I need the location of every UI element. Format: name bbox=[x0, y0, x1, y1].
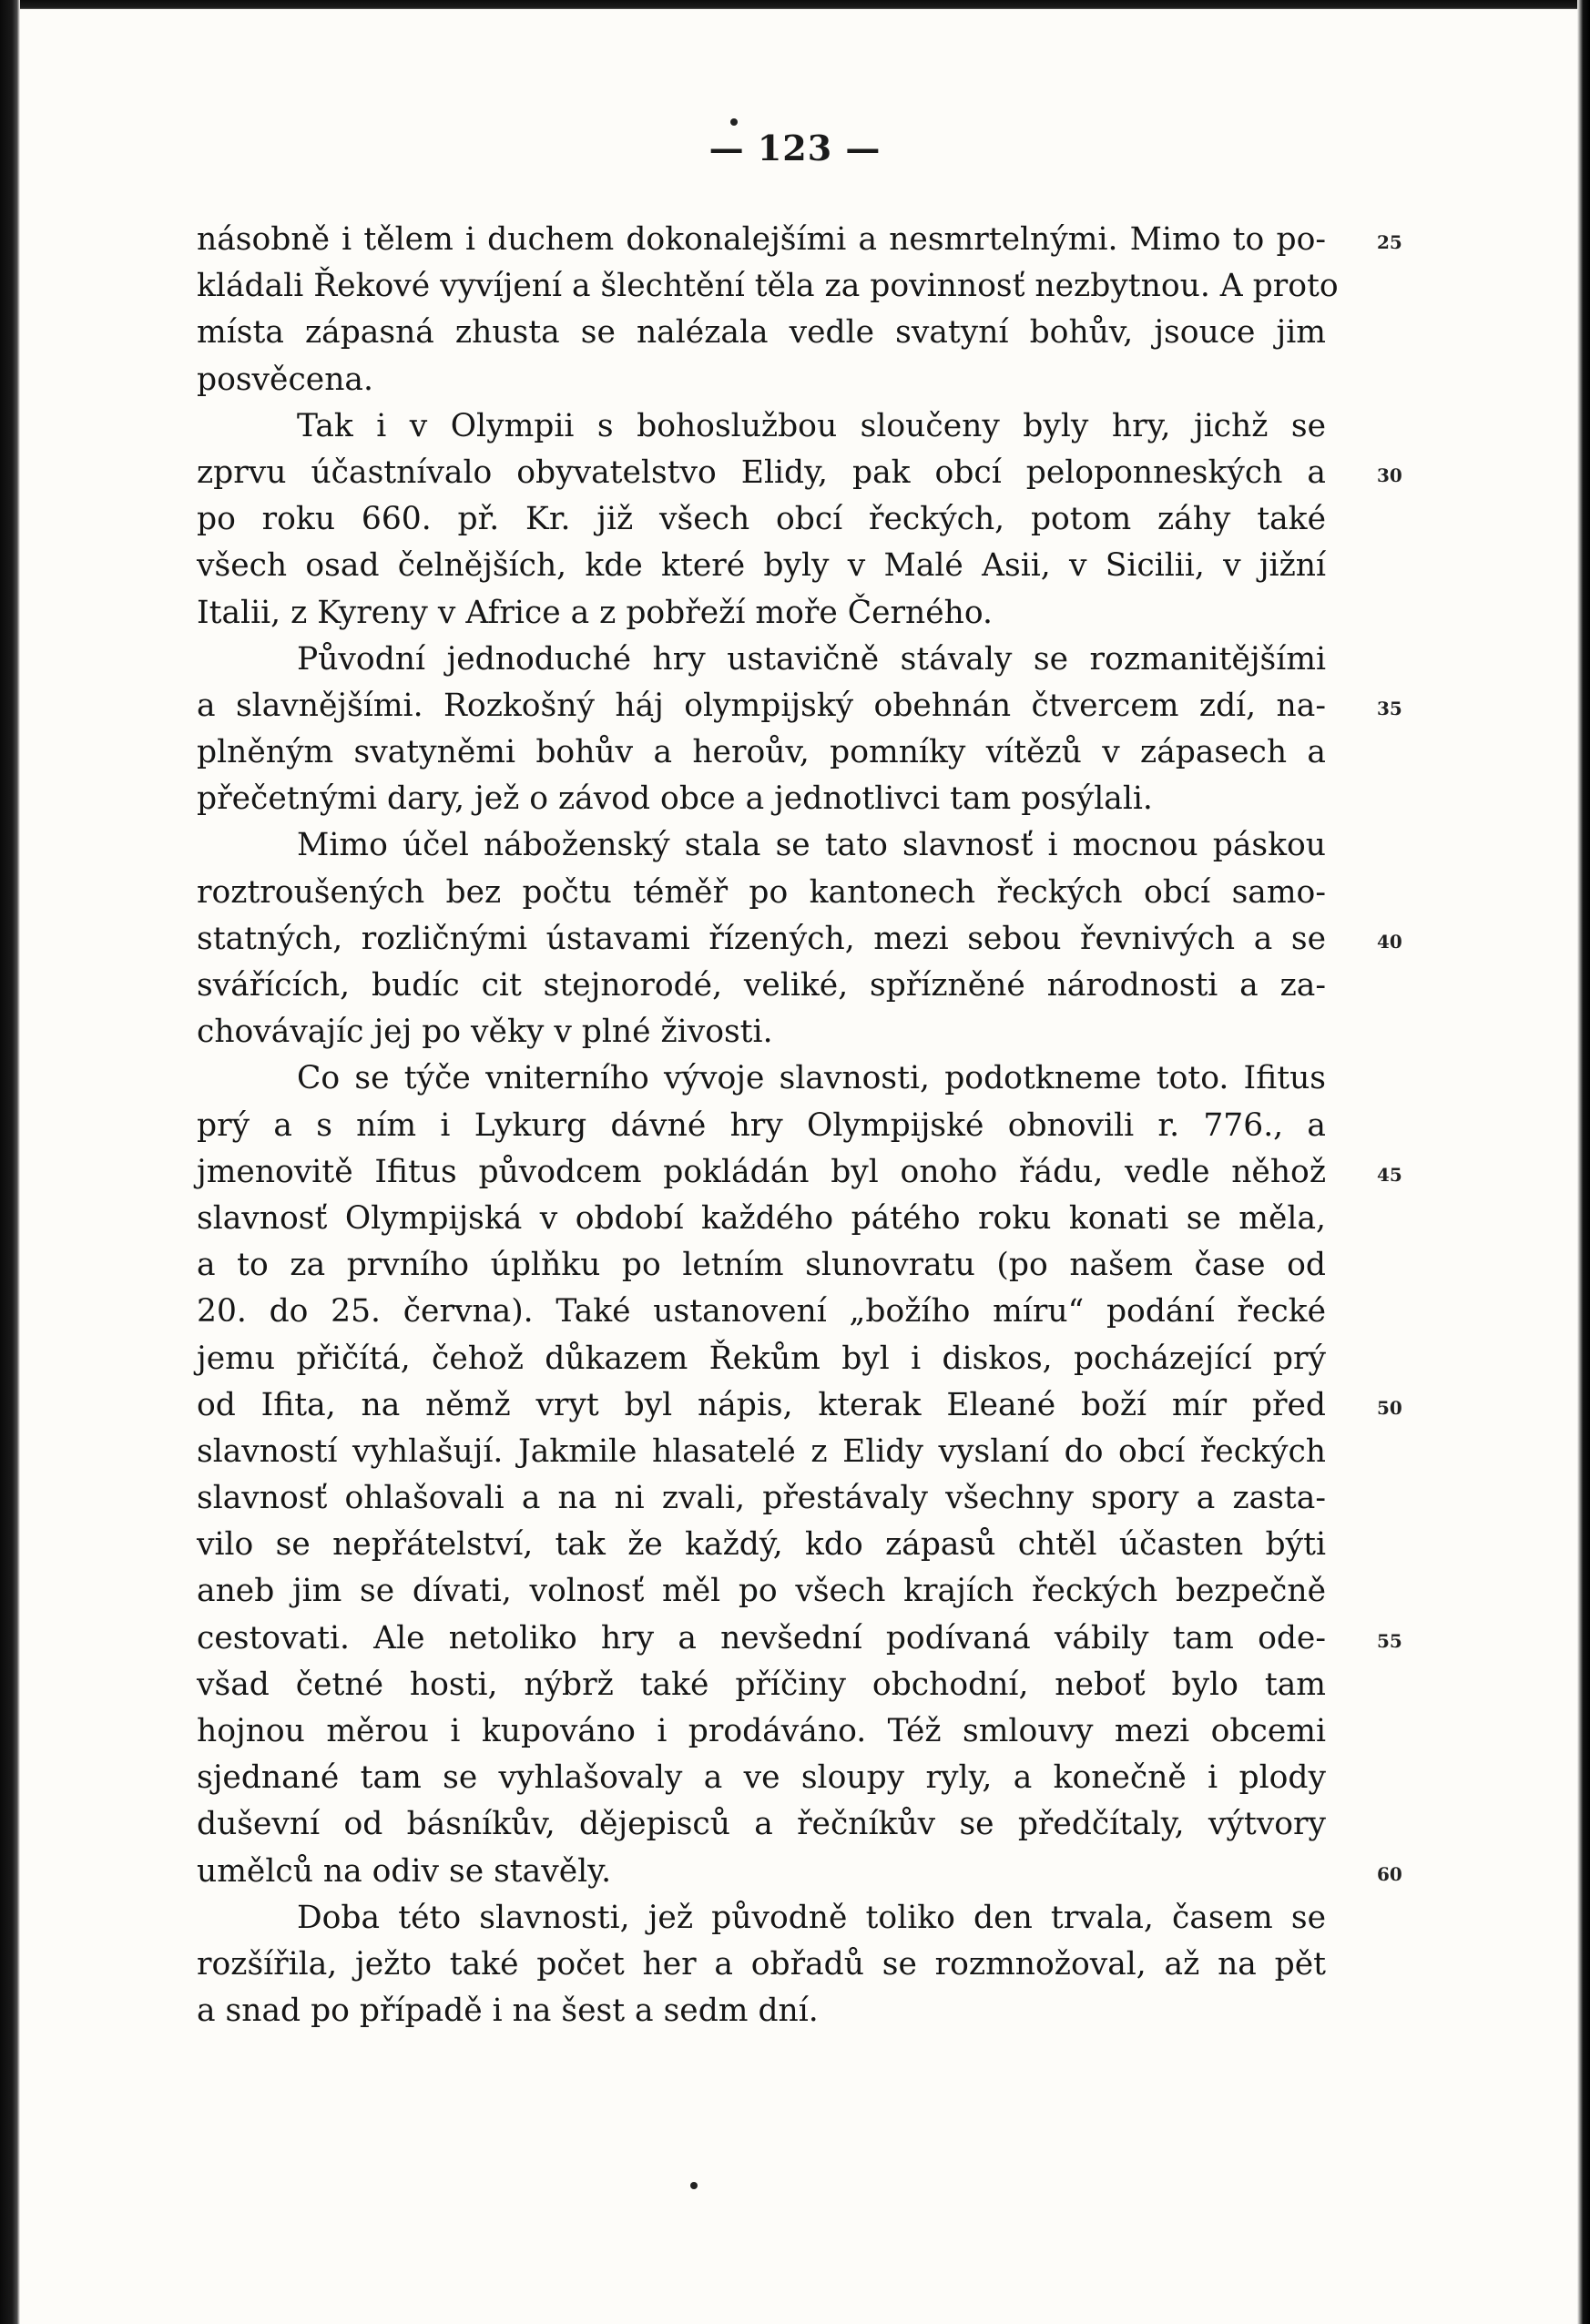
text-line: statných, rozličnými ústavami řízených, mezi sebou řevnivých a se bbox=[197, 920, 1326, 957]
text-line: Mimo účel náboženský stala se tato slavnosť i mocnou páskou bbox=[297, 827, 1326, 864]
ink-speck bbox=[730, 118, 738, 126]
paragraph bbox=[197, 822, 1326, 1055]
text-line: zprvu účastnívalo obyvatelstvo Elidy, pak obcí peloponneských a bbox=[197, 454, 1326, 491]
text-line: slavnosť ohlašovali a na ni zvali, přestávaly všechny spory a zasta- bbox=[197, 1480, 1326, 1517]
text-line: svářících, budíc cit stejnorodé, veliké, spřízněné národnosti a za- bbox=[197, 967, 1326, 1004]
ink-speck bbox=[690, 2182, 698, 2189]
text-line: rozšířila, ježto také počet her a obřadů se rozmnožoval, až na pět bbox=[197, 1945, 1326, 1983]
text-line: 20. do 25. června). Také ustanovení „božího míru“ podání řecké bbox=[197, 1293, 1326, 1330]
text-line: a slavnějšími. Rozkošný háj olympijský obehnán čtvercem zdí, na- bbox=[197, 687, 1326, 724]
text-line: místa zápasná zhusta se nalézala vedle svatyní bohův, jsouce jim bbox=[197, 314, 1326, 352]
page-edge-left bbox=[0, 0, 20, 2324]
text-line: hojnou měrou i kupováno i prodáváno. Též smlouvy mezi obcemi bbox=[197, 1713, 1326, 1749]
text-line: jmenovitě Ifitus původcem pokládán byl onoho řádu, vedle něhož bbox=[197, 1153, 1326, 1190]
margin-line-number: 50 bbox=[1377, 1397, 1402, 1419]
text-line: všech osad čelnějších, kde které byly v Malé Asii, v Sicilii, v jižní bbox=[197, 547, 1326, 585]
text-line: umělců na odiv se stavěly. bbox=[197, 1852, 612, 1890]
text-line: přečetnými dary, jež o závod obce a jednotlivci tam posýlali. bbox=[197, 780, 1153, 818]
margin-line-number: 40 bbox=[1377, 931, 1402, 953]
paragraph bbox=[197, 637, 1326, 823]
text-line: kládali Řekové vyvíjení a šlechtění těla za povinnosť nezbytnou. A proto bbox=[197, 268, 1339, 305]
text-line: slavností vyhlašují. Jakmile hlasatelé z Elidy vyslaní do obcí řeckých bbox=[197, 1432, 1326, 1470]
text-line: Původní jednoduché hry ustavičně stávaly se rozmanitějšími bbox=[297, 640, 1326, 678]
page-edge-right bbox=[1577, 0, 1590, 2324]
text-line: roztroušených bez počtu téměř po kantonech řeckých obcí samo- bbox=[197, 873, 1326, 911]
paragraph bbox=[197, 1055, 1326, 1894]
paragraph bbox=[197, 1895, 1326, 2035]
text-line: po roku 660. př. Kr. již všech obcí řeckých, potom záhy také bbox=[197, 501, 1326, 538]
text-line: slavnosť Olympijská v období každého pátého roku konati se měla, bbox=[197, 1199, 1326, 1237]
text-line: chovávajíc jej po věky v plné živosti. bbox=[197, 1014, 773, 1051]
text-line: Doba této slavnosti, jež původně toliko den trvala, časem se bbox=[297, 1899, 1326, 1936]
page-number: — 123 — bbox=[708, 127, 882, 168]
text-line: posvěcena. bbox=[197, 361, 373, 398]
text-line: duševní od básníkův, dějepisců a řečníkův se předčítaly, výtvory bbox=[197, 1806, 1326, 1843]
text-line: jemu přičítá, čehož důkazem Řekům byl i diskos, pocházející prý bbox=[197, 1340, 1326, 1377]
margin-line-number: 35 bbox=[1377, 698, 1402, 719]
text-line: aneb jim se dívati, volnosť měl po všech krajích řeckých bezpečně bbox=[197, 1573, 1326, 1610]
text-line: a snad po případě i na šest a sedm dní. bbox=[197, 1993, 819, 2030]
text-line: prý a s ním i Lykurg dávné hry Olympijské obnovili r. 776., a bbox=[197, 1106, 1326, 1144]
text-line: Co se týče vniterního vývoje slavnosti, podotkneme toto. Ifitus bbox=[297, 1060, 1326, 1097]
margin-line-number: 30 bbox=[1377, 464, 1402, 486]
text-line: sjednané tam se vyhlašovaly a ve sloupy ryly, a konečně i plody bbox=[197, 1759, 1326, 1797]
text-line: a to za prvního úplňku po letním slunovratu (po našem čase od bbox=[197, 1247, 1326, 1284]
text-line: Tak i v Olympii s bohoslužbou sloučeny byly hry, jichž se bbox=[297, 407, 1326, 444]
margin-line-number: 60 bbox=[1377, 1863, 1402, 1885]
text-line: od Ifita, na němž vryt byl nápis, kterak Eleané boží mír před bbox=[197, 1386, 1326, 1423]
text-line: násobně i tělem i duchem dokonalejšími a nesmrtelnými. Mimo to po- bbox=[197, 221, 1326, 258]
margin-line-number: 25 bbox=[1377, 231, 1402, 253]
text-line: Italii, z Kyreny v Africe a z pobřeží moře Černého. bbox=[197, 594, 994, 631]
body-text bbox=[197, 217, 1339, 2034]
text-line: cestovati. Ale netoliko hry a nevšední podívaná vábily tam ode- bbox=[197, 1619, 1326, 1656]
text-line: plněným svatyněmi bohův a heroův, pomníky vítězů v zápasech a bbox=[197, 734, 1326, 771]
margin-line-number: 55 bbox=[1377, 1630, 1402, 1652]
paragraph bbox=[197, 403, 1326, 637]
text-line: všad četné hosti, nýbrž také příčiny obchodní, neboť bylo tam bbox=[197, 1666, 1326, 1703]
paragraph bbox=[197, 217, 1339, 403]
margin-line-number: 45 bbox=[1377, 1164, 1402, 1186]
text-line: vilo se nepřátelství, tak že každý, kdo zápasů chtěl účasten býti bbox=[197, 1526, 1326, 1564]
